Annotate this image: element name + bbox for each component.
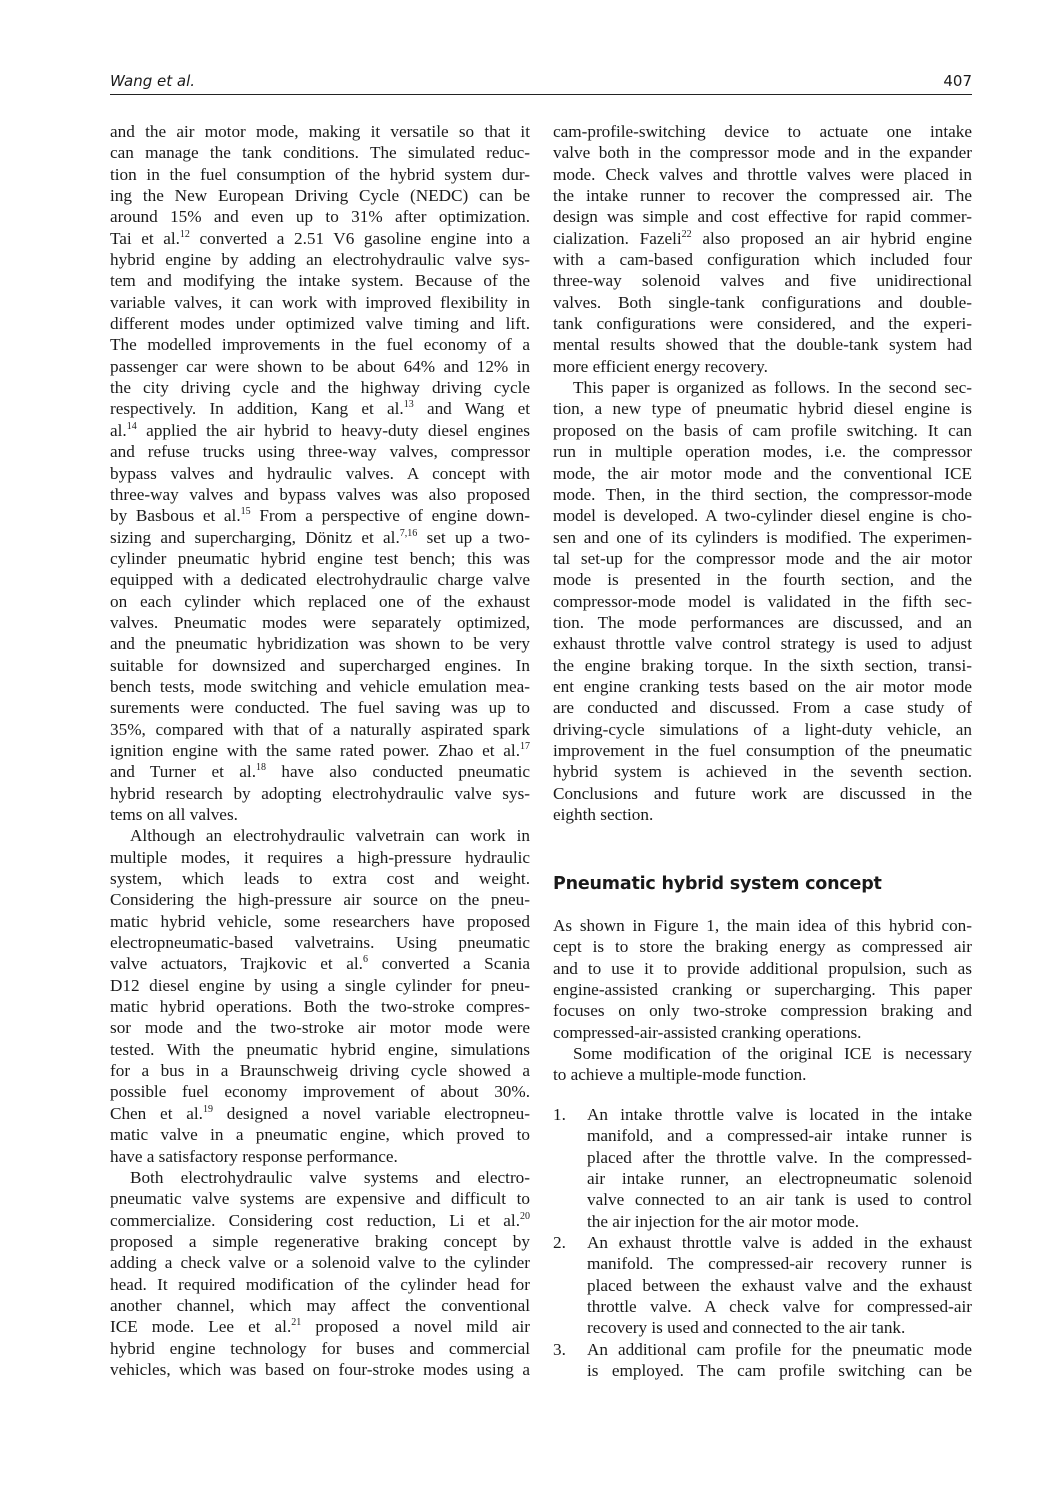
paragraph [553, 915, 972, 1043]
text-line: matic valve in a pneumatic engine, which proved to [110, 1125, 530, 1145]
text-line: surements were conducted. The fuel saving was up to [110, 698, 530, 718]
text-line: sor mode and the two-stroke air motor mode were [110, 1018, 530, 1038]
text-line: engine-assisted cranking or supercharging. This paper [553, 980, 972, 1000]
text-line: recovery is used and connected to the air tank. [587, 1318, 906, 1338]
text-line: the air injection for the air motor mode. [587, 1211, 860, 1231]
text-line: throttle valve. A check valve for compressed-air [587, 1297, 972, 1317]
text-line: placed after the throttle valve. In the compressed- [587, 1147, 972, 1167]
text-line: cept is to store the braking energy as compressed air [553, 937, 972, 957]
list-number: 1. [553, 1105, 566, 1124]
text-line: mode. Check valves and throttle valves were placed in [553, 164, 972, 184]
text-line: tem and modifying the intake system. Because of the [110, 271, 530, 291]
text-line: multiple modes, it requires a high-pressure hydraulic [110, 847, 530, 867]
text-line: tank configurations were considered, and the experi- [553, 314, 972, 334]
text-line: by Basbous et al.$^{15}$ From a perspective of engine down- [110, 506, 530, 526]
list-text [587, 1232, 972, 1339]
text-line: An intake throttle valve is located in the intake [587, 1105, 972, 1124]
text-line: hybrid system is achieved in the seventh section. [553, 762, 972, 782]
text-line: and to use it to provide additional propulsion, such as [553, 958, 972, 978]
text-line: Some modification of the original ICE is necessary [573, 1044, 972, 1064]
list-text [587, 1339, 972, 1382]
text-line: adding a check valve or a solenoid valve to the cylinder [110, 1253, 530, 1273]
text-line: This paper is organized as follows. In the second sec- [573, 378, 972, 398]
text-line: valve both in the compressor mode and in the expander [553, 143, 972, 163]
citation-ref: 22 [681, 228, 692, 240]
text-line: and the air motor mode, making it versatile so that it [110, 122, 530, 141]
text-line: focuses on only two-stroke compression braking and [553, 1001, 972, 1021]
text-line: design was simple and cost effective for rapid commer- [553, 207, 972, 227]
text-line: An exhaust throttle valve is added in the exhaust [587, 1233, 972, 1253]
list-number: 3. [553, 1339, 566, 1359]
text-line: electropneumatic-based valvetrains. Using pneumatic [110, 933, 530, 953]
citation-ref: 15 [240, 506, 251, 518]
running-head-author: Wang et al. [110, 72, 196, 90]
text-line: ignition engine with the same rated power. Zhao et al.$^{17}$ [110, 740, 530, 760]
text-line: the engine braking torque. In the sixth section, transi- [553, 655, 972, 675]
text-line: sizing and supercharging, Dönitz et al.$^{7,16}$ set up a two- [110, 527, 530, 547]
text-line: air intake runner, an electropneumatic solenoid [587, 1169, 972, 1189]
running-head [110, 70, 972, 95]
citation-ref: 14 [126, 420, 137, 432]
text-line: and refuse trucks using three-way valves, compressor [110, 442, 530, 462]
text-line: hybrid engine by adding an electrohydraulic valve sys- [110, 250, 530, 270]
left-column [110, 121, 530, 1380]
section-body [553, 915, 972, 1086]
text-line: have a satisfactory response performance. [110, 1146, 398, 1166]
text-line: to achieve a multiple-mode function. [553, 1065, 807, 1085]
page-number: 407 [943, 72, 972, 90]
text-line: on each cylinder which replaced one of the exhaust [110, 591, 530, 611]
text-line: three-way solenoid valves and five unidirectional [553, 271, 972, 291]
list-number: 2. [553, 1233, 566, 1253]
text-line: tion, a new type of pneumatic hybrid diesel engine is [553, 399, 972, 419]
citation-ref: 19 [202, 1103, 213, 1115]
modification-list [553, 1104, 972, 1381]
text-line: hybrid research by adopting electrohydraulic valve sys- [110, 783, 530, 803]
text-line: D12 diesel engine by using a single cylinder for pneu- [110, 975, 530, 995]
text-line: respectively. In addition, Kang et al.$^{13}$ and Wang et [110, 399, 530, 419]
text-line: is employed. The cam profile switching can be [587, 1361, 972, 1381]
text-line: manifold. The compressed-air recovery runner is [587, 1254, 972, 1274]
text-line: and the pneumatic hybridization was shown to be very [110, 634, 530, 654]
text-line: head. It required modification of the cylinder head for [110, 1274, 530, 1294]
text-line: ing the New European Driving Cycle (NEDC) can be [110, 186, 530, 206]
paragraph [110, 121, 530, 825]
text-line: variable valves, it can work with improved flexibility in [110, 292, 530, 312]
paragraph [553, 377, 972, 825]
right-column [553, 121, 972, 825]
text-line: and Turner et al.$^{18}$ have also conducted pneumatic [110, 762, 530, 782]
text-line: tal set-up for the compressor mode and the air motor [553, 548, 972, 568]
text-line: The modelled improvements in the fuel economy of a [110, 335, 530, 355]
text-line: pneumatic valve systems are expensive and difficult to [110, 1189, 530, 1209]
text-line: cialization. Fazeli$^{22}$ also proposed an air hybrid engine [553, 228, 972, 248]
text-line: eighth section. [553, 805, 654, 824]
text-line: matic hybrid operations. Both the two-stroke compres- [110, 997, 530, 1017]
text-line: tion. The mode performances are discussed, and an [553, 612, 972, 632]
citation-ref: 20 [520, 1210, 530, 1222]
text-line: mental results showed that the double-tank system had [553, 335, 972, 355]
citation-ref: 12 [179, 228, 190, 240]
paragraph [110, 825, 530, 1167]
text-line: proposed a simple regenerative braking concept by [110, 1231, 530, 1251]
text-line: equipped with a dedicated electrohydraulic charge valve [110, 570, 530, 590]
text-line: driving-cycle simulations of a light-duty vehicle, an [553, 719, 972, 739]
text-line: compressed-air-assisted cranking operations. [553, 1022, 862, 1042]
text-line: run in multiple operation modes, i.e. the compressor [553, 442, 972, 462]
text-line: tems on all valves. [110, 805, 238, 824]
text-line: improvement in the fuel consumption of the pneumatic [553, 740, 972, 760]
text-line: An additional cam profile for the pneumatic mode [587, 1339, 972, 1359]
text-line: Considering the high-pressure air source on the pneu- [110, 890, 530, 910]
text-line: ent engine cranking tests based on the air motor mode [553, 676, 972, 696]
text-line: system, which leads to extra cost and weight. [110, 869, 530, 889]
text-line: matic hybrid vehicle, some researchers have proposed [110, 911, 530, 931]
text-line: mode is presented in the fourth section, and the [553, 570, 972, 590]
paragraph [110, 1167, 530, 1380]
text-line: cylinder pneumatic hybrid engine test bench; this was [110, 548, 530, 568]
citation-ref: 6 [362, 954, 368, 966]
text-line: manifold, and a compressed-air intake runner is [587, 1126, 972, 1146]
text-line: model is developed. A two-cylinder diesel engine is cho- [553, 506, 972, 526]
text-line: tested. With the pneumatic hybrid engine, simulations [110, 1039, 530, 1059]
text-line: 35%, compared with that of a naturally aspirated spark [110, 719, 530, 739]
text-line: As shown in Figure 1, the main idea of this hybrid con- [553, 916, 972, 935]
text-line: sen and one of its cylinders is modified. The experimen- [553, 527, 972, 547]
section-heading: Pneumatic hybrid system concept [553, 874, 882, 894]
text-line: Conclusions and future work are discussed in the [553, 783, 972, 803]
citation-ref: 18 [256, 762, 266, 774]
text-line: tion in the fuel consumption of the hybrid system dur- [110, 164, 530, 184]
text-line: Both electrohydraulic valve systems and electro- [130, 1167, 530, 1187]
text-line: different modes under optimized valve timing and lift. [110, 314, 530, 334]
text-line: can manage the tank conditions. The simulated reduc- [110, 143, 530, 163]
text-line: three-way valves and bypass valves was also proposed [110, 484, 530, 504]
text-line: ICE mode. Lee et al.$^{21}$ proposed a novel mild air [110, 1317, 531, 1337]
text-line: another channel, which may affect the conventional [110, 1295, 530, 1315]
citation-ref: 21 [291, 1317, 302, 1329]
citation-ref: 17 [520, 740, 530, 752]
text-line: cam-profile-switching device to actuate one intake [553, 122, 972, 141]
text-line: compressor-mode model is validated in the fifth sec- [553, 591, 972, 611]
paragraph [553, 121, 972, 377]
list-item [553, 1104, 972, 1232]
text-line: suitable for downsized and supercharged engines. In [110, 655, 530, 675]
text-line: the intake runner to recover the compressed air. The [553, 186, 972, 206]
text-line: mode. Then, in the third section, the compressor-mode [553, 484, 972, 504]
text-line: placed between the exhaust valve and the exhaust [587, 1275, 972, 1295]
citation-ref: 13 [403, 399, 414, 411]
text-line: around 15% and even up to 31% after optimization. [110, 207, 530, 227]
text-line: valves. Pneumatic modes were separately optimized, [110, 612, 530, 632]
list-item [553, 1232, 972, 1339]
text-line: more efficient energy recovery. [553, 356, 768, 376]
text-line: proposed on the basis of cam profile switching. It can [553, 420, 972, 440]
text-line: for a bus in a Braunschweig driving cycle showed a [110, 1061, 530, 1081]
text-line: hybrid engine technology for buses and commercial [110, 1338, 530, 1358]
text-line: al.$^{14}$ applied the air hybrid to heavy-duty diesel engines [110, 420, 530, 440]
text-line: valve actuators, Trajkovic et al.$^6$ converted a Scania [110, 954, 531, 974]
list-text [587, 1104, 972, 1232]
text-line: Tai et al.$^{12}$ converted a 2.51 V6 gasoline engine into a [110, 228, 530, 248]
text-line: bench tests, mode switching and vehicle emulation mea- [110, 676, 530, 696]
citation-ref: 7,16 [399, 527, 418, 539]
text-line: passenger car were shown to be about 64% and 12% in [110, 356, 530, 376]
text-line: valves. Both single-tank configurations and double- [553, 292, 972, 312]
paragraph [553, 1043, 972, 1086]
text-line: the city driving cycle and the highway driving cycle [110, 378, 530, 398]
text-line: exhaust throttle valve control strategy is used to adjust [553, 634, 972, 654]
text-line: vehicles, which was based on four-stroke modes using a [110, 1359, 530, 1379]
text-line: mode, the air motor mode and the conventional ICE [553, 463, 972, 483]
text-line: Although an electrohydraulic valvetrain can work in [130, 826, 530, 846]
text-line: possible fuel economy improvement of about 30%. [110, 1082, 530, 1102]
text-line: with a cam-based configuration which included four [553, 250, 972, 270]
text-line: Chen et al.$^{19}$ designed a novel variable electropneu- [110, 1103, 530, 1123]
text-line: commercialize. Considering cost reduction, Li et al.$^{20}$ [110, 1210, 530, 1230]
list-item [553, 1339, 972, 1382]
text-line: are conducted and discussed. From a case study of [553, 698, 972, 718]
text-line: valve connected to an air tank is used to control [587, 1190, 972, 1210]
text-line: bypass valves and hydraulic valves. A concept with [110, 463, 530, 483]
